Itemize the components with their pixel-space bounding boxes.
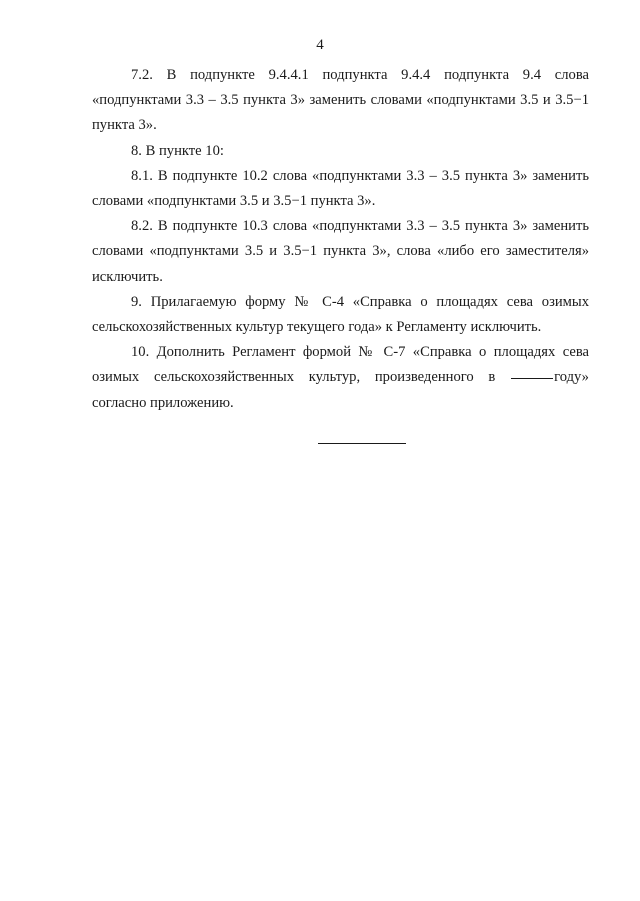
year-blank-line xyxy=(511,377,553,379)
end-of-text-rule xyxy=(318,443,406,444)
document-body xyxy=(92,63,589,416)
paragraph-10-before-blank: 10. Дополнить Регламент формой № С-7 «Справка о площадях сева озимых сельскохозяйственных культур, произведенного в xyxy=(92,344,589,386)
page-number: 4 xyxy=(316,37,324,53)
paragraph-7-2: 7.2. В подпункте 9.4.4.1 подпункта 9.4.4 подпункта 9.4 слова «подпунктами 3.3 – 3.5 пункта 3» заменить словами «подпунктами 3.5 и 3.5−1 пункта 3». xyxy=(92,67,589,134)
paragraph-10-after-blank: году» согласно приложению. xyxy=(92,369,589,411)
paragraph-9: 9. Прилагаемую форму № С-4 «Справка о площадях сева озимых сельскохозяйственных культур текущего года» к Регламенту исключить. xyxy=(92,293,589,336)
paragraph-8-2: 8.2. В подпункте 10.3 слова «подпунктами 3.3 – 3.5 пункта 3» заменить словами «подпунктами 3.5 и 3.5−1 пункта 3», слова «либо его заместителя» исключить. xyxy=(92,218,589,285)
paragraph-8-1: 8.1. В подпункте 10.2 слова «подпунктами 3.3 – 3.5 пункта 3» заменить словами «подпунктами 3.5 и 3.5−1 пункта 3». xyxy=(92,167,589,210)
paragraph-10 xyxy=(92,340,589,416)
paragraph-8: 8. В пункте 10: xyxy=(131,142,224,159)
